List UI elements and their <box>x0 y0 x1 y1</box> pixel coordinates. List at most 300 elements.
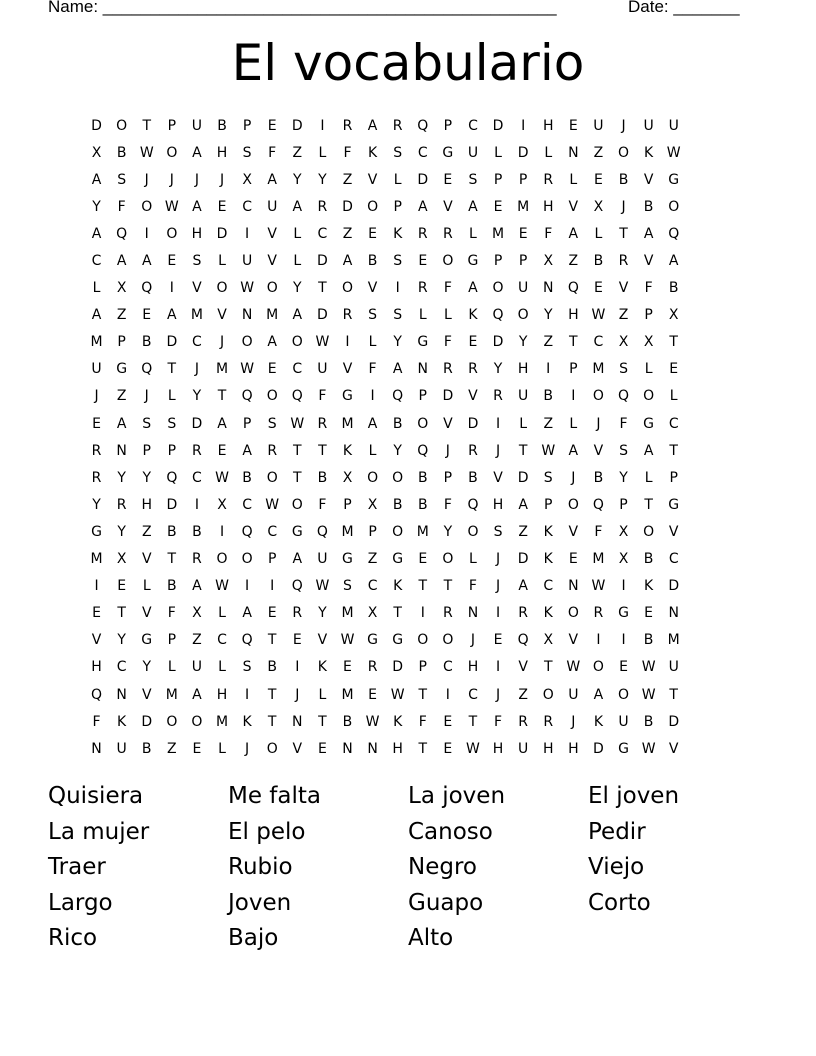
grid-letter: D <box>442 388 454 405</box>
grid-row <box>84 681 740 708</box>
grid-letter: E <box>443 713 453 730</box>
grid-letter: P <box>242 415 252 432</box>
grid-letter: J <box>295 686 300 703</box>
grid-letter: A <box>192 144 202 161</box>
grid-letter: O <box>417 632 429 649</box>
grid-letter: U <box>668 659 679 676</box>
grid-letter: D <box>166 496 178 513</box>
grid-letter: I <box>144 225 149 242</box>
grid-letter: K <box>393 578 403 595</box>
grid-letter: V <box>668 740 679 757</box>
grid-letter: V <box>141 686 152 703</box>
grid-letter: R <box>367 659 378 676</box>
grid-letter: I <box>420 605 425 622</box>
grid-letter: Y <box>443 523 453 540</box>
grid-letter: W <box>139 144 154 161</box>
grid-letter: H <box>91 659 102 676</box>
grid-letter: H <box>492 740 504 757</box>
grid-letter: W <box>641 659 656 676</box>
grid-letter: K <box>342 442 353 459</box>
grid-letter: T <box>293 442 302 459</box>
grid-letter: X <box>543 632 554 649</box>
grid-letter: Q <box>141 280 153 297</box>
grid-letter: X <box>593 198 604 215</box>
page-title: El vocabulario <box>231 34 585 92</box>
word-list-item: Corto <box>588 889 651 916</box>
grid-letter: L <box>519 415 528 432</box>
grid-letter: J <box>470 632 476 649</box>
grid-letter: P <box>242 117 252 134</box>
grid-letter: P <box>569 361 578 378</box>
grid-letter: K <box>393 225 403 242</box>
grid-letter: R <box>116 496 127 513</box>
grid-letter: N <box>568 144 579 161</box>
grid-letter: D <box>342 198 353 215</box>
grid-letter: L <box>293 225 302 242</box>
grid-letter: C <box>593 334 604 351</box>
grid-letter: O <box>643 523 655 540</box>
grid-letter: E <box>92 415 101 432</box>
grid-letter: P <box>167 632 177 649</box>
grid-letter: G <box>442 144 454 161</box>
word-list-item: Negro <box>408 854 477 880</box>
grid-letter: K <box>543 605 553 622</box>
grid-row <box>84 410 740 437</box>
grid-letter: Q <box>592 496 604 513</box>
grid-letter: I <box>219 523 225 540</box>
grid-letter: C <box>668 551 679 568</box>
grid-letter: G <box>668 171 680 188</box>
grid-letter: K <box>593 713 604 730</box>
grid-letter: L <box>569 171 578 188</box>
name-field-label: Name: ________________________________________________ <box>48 0 557 16</box>
grid-letter: B <box>342 713 353 730</box>
grid-letter: W <box>240 280 255 297</box>
grid-letter: G <box>392 551 404 568</box>
grid-letter: R <box>192 442 202 459</box>
grid-letter: Q <box>517 632 529 649</box>
grid-letter: E <box>117 578 127 595</box>
grid-letter: F <box>117 198 126 215</box>
grid-row <box>84 627 740 654</box>
grid-letter: Z <box>342 225 353 242</box>
word-list-item: Joven <box>228 889 292 916</box>
grid-letter: I <box>245 578 250 595</box>
grid-letter: E <box>669 361 679 378</box>
grid-letter: T <box>543 659 553 676</box>
grid-row <box>84 491 740 518</box>
grid-letter: D <box>517 144 529 161</box>
grid-letter: V <box>267 253 277 270</box>
grid-row <box>84 518 740 545</box>
grid-letter: A <box>643 225 654 242</box>
grid-letter: T <box>443 578 453 595</box>
grid-letter: F <box>644 280 653 297</box>
grid-letter: V <box>618 280 629 297</box>
grid-letter: V <box>568 523 579 540</box>
grid-row <box>84 708 740 735</box>
grid-letter: A <box>217 415 227 432</box>
grid-letter: F <box>443 334 452 351</box>
grid-letter: T <box>293 469 302 486</box>
grid-letter: D <box>517 469 529 486</box>
grid-letter: E <box>619 659 628 676</box>
grid-letter: A <box>91 171 102 188</box>
grid-letter: C <box>217 632 227 649</box>
grid-letter: V <box>518 659 528 676</box>
grid-letter: J <box>194 361 199 378</box>
grid-letter: N <box>241 307 253 324</box>
grid-letter: Y <box>142 659 152 676</box>
grid-letter: Y <box>117 523 126 540</box>
grid-letter: S <box>393 307 403 324</box>
grid-letter: P <box>493 253 503 270</box>
grid-letter: H <box>568 307 579 324</box>
grid-row <box>84 546 740 573</box>
grid-letter: N <box>668 605 679 622</box>
grid-letter: T <box>619 225 628 242</box>
grid-letter: A <box>167 307 177 324</box>
grid-letter: E <box>493 632 503 649</box>
word-list-item: Quisiera <box>48 783 144 809</box>
grid-letter: E <box>644 605 654 622</box>
grid-letter: G <box>618 605 629 622</box>
grid-letter: M <box>667 632 680 649</box>
grid-letter: M <box>341 605 354 622</box>
grid-letter: Q <box>417 442 429 459</box>
grid-letter: C <box>468 117 478 134</box>
grid-letter: J <box>495 442 501 459</box>
grid-letter: T <box>569 334 578 351</box>
grid-letter: K <box>468 307 478 324</box>
grid-letter: H <box>492 496 504 513</box>
grid-letter: J <box>219 171 225 188</box>
grid-letter: A <box>468 198 478 215</box>
grid-letter: M <box>215 713 229 730</box>
grid-letter: Q <box>618 388 630 405</box>
grid-letter: B <box>116 144 127 161</box>
grid-letter: X <box>217 496 227 513</box>
grid-letter: Q <box>567 280 579 297</box>
grid-letter: O <box>442 551 454 568</box>
grid-letter: T <box>418 578 428 595</box>
grid-letter: H <box>392 740 403 757</box>
grid-letter: R <box>618 253 629 270</box>
grid-letter: Y <box>393 442 402 459</box>
grid-letter: E <box>518 225 528 242</box>
grid-letter: T <box>518 442 528 459</box>
grid-letter: E <box>267 117 277 134</box>
grid-letter: I <box>245 686 250 703</box>
grid-letter: T <box>669 334 678 351</box>
grid-letter: W <box>390 686 405 703</box>
grid-letter: Y <box>543 307 553 324</box>
grid-letter: Y <box>142 469 152 486</box>
grid-letter: D <box>141 713 153 730</box>
grid-letter: X <box>242 171 252 188</box>
grid-letter: I <box>270 578 275 595</box>
grid-letter: H <box>542 198 554 215</box>
grid-letter: E <box>217 198 227 215</box>
grid-letter: X <box>668 307 679 324</box>
grid-row <box>84 220 740 247</box>
grid-letter: O <box>592 659 604 676</box>
grid-letter: L <box>167 388 176 405</box>
grid-letter: L <box>142 578 151 595</box>
grid-letter: A <box>568 442 579 459</box>
grid-letter: K <box>543 551 553 568</box>
grid-letter: B <box>392 415 403 432</box>
grid-letter: E <box>418 551 428 568</box>
grid-letter: I <box>495 605 501 622</box>
grid-letter: E <box>217 442 227 459</box>
grid-row <box>84 600 740 627</box>
grid-letter: Y <box>92 496 101 513</box>
grid-letter: I <box>169 280 174 297</box>
grid-letter: Q <box>291 578 303 595</box>
grid-letter: T <box>117 605 126 622</box>
grid-letter: S <box>242 659 252 676</box>
grid-letter: I <box>345 334 350 351</box>
grid-letter: N <box>342 740 353 757</box>
grid-letter: W <box>641 740 656 757</box>
grid-letter: R <box>417 280 428 297</box>
grid-letter: C <box>267 523 278 540</box>
grid-letter: U <box>518 280 529 297</box>
grid-letter: A <box>242 605 252 622</box>
grid-letter: E <box>593 280 603 297</box>
word-list-item: Alto <box>408 925 454 951</box>
grid-letter: G <box>467 253 479 270</box>
grid-letter: D <box>492 117 504 134</box>
grid-letter: O <box>291 334 303 351</box>
grid-letter: B <box>392 496 403 513</box>
grid-letter: B <box>192 523 202 540</box>
grid-letter: Y <box>318 605 327 622</box>
grid-letter: T <box>418 686 428 703</box>
grid-letter: T <box>318 280 327 297</box>
grid-letter: A <box>267 171 277 188</box>
grid-letter: R <box>442 225 453 242</box>
grid-letter: B <box>593 469 604 486</box>
grid-letter: I <box>370 388 375 405</box>
grid-letter: J <box>445 442 450 459</box>
grid-letter: I <box>521 117 526 134</box>
grid-letter: A <box>141 253 152 270</box>
grid-letter: F <box>418 713 427 730</box>
grid-letter: F <box>318 496 327 513</box>
grid-letter: Y <box>117 469 126 486</box>
grid-letter: E <box>568 551 578 568</box>
grid-letter: L <box>293 253 302 270</box>
grid-letter: V <box>292 740 303 757</box>
grid-letter: T <box>318 713 327 730</box>
grid-letter: V <box>568 198 579 215</box>
grid-letter: U <box>317 361 328 378</box>
grid-letter: Z <box>518 686 528 703</box>
grid-letter: D <box>492 334 504 351</box>
grid-letter: R <box>292 605 303 622</box>
grid-letter: D <box>668 578 680 595</box>
grid-row <box>84 329 740 356</box>
grid-letter: L <box>368 334 377 351</box>
grid-letter: A <box>668 253 679 270</box>
grid-letter: L <box>418 307 427 324</box>
grid-letter: W <box>365 713 380 730</box>
grid-letter: X <box>116 280 127 297</box>
word-list-item: Canoso <box>408 818 493 845</box>
grid-letter: O <box>392 523 404 540</box>
grid-letter: V <box>668 523 679 540</box>
grid-letter: V <box>443 198 453 215</box>
grid-letter: Z <box>543 415 554 432</box>
grid-letter: P <box>142 442 151 459</box>
grid-letter: F <box>468 578 477 595</box>
grid-letter: L <box>218 253 226 270</box>
grid-letter: U <box>643 117 654 134</box>
grid-letter: S <box>619 442 628 459</box>
grid-letter: E <box>92 605 101 622</box>
grid-letter: U <box>91 361 102 378</box>
grid-letter: T <box>267 686 277 703</box>
grid-letter: R <box>192 551 202 568</box>
grid-letter: C <box>292 361 303 378</box>
grid-letter: W <box>591 578 606 595</box>
grid-letter: T <box>393 605 402 622</box>
grid-letter: Q <box>668 225 680 242</box>
grid-letter: E <box>468 334 478 351</box>
grid-letter: R <box>267 442 278 459</box>
grid-letter: B <box>643 198 654 215</box>
grid-letter: P <box>167 117 177 134</box>
grid-letter: T <box>669 686 678 703</box>
word-list-item: La joven <box>408 783 506 809</box>
grid-letter: O <box>116 117 128 134</box>
grid-letter: B <box>468 469 478 486</box>
grid-letter: C <box>543 578 554 595</box>
grid-row <box>84 139 740 166</box>
grid-letter: E <box>192 740 202 757</box>
grid-letter: R <box>518 713 528 730</box>
grid-letter: U <box>241 253 253 270</box>
grid-letter: N <box>417 361 428 378</box>
word-list-item: Traer <box>48 854 106 880</box>
grid-letter: T <box>418 740 428 757</box>
grid-letter: K <box>367 144 378 161</box>
grid-letter: U <box>191 659 203 676</box>
grid-letter: F <box>544 225 553 242</box>
grid-letter: G <box>417 334 429 351</box>
grid-letter: T <box>669 442 678 459</box>
grid-letter: K <box>117 713 127 730</box>
grid-letter: U <box>568 686 579 703</box>
date-field-label: Date: _______ <box>628 0 740 16</box>
grid-letter: T <box>468 713 478 730</box>
grid-letter: O <box>266 280 278 297</box>
grid-letter: B <box>593 253 604 270</box>
grid-letter: O <box>442 632 454 649</box>
grid-letter: A <box>342 253 353 270</box>
grid-letter: O <box>266 469 278 486</box>
grid-letter: I <box>245 225 250 242</box>
grid-letter: I <box>546 361 551 378</box>
grid-letter: F <box>343 144 352 161</box>
grid-letter: J <box>571 713 576 730</box>
grid-letter: D <box>166 334 178 351</box>
grid-letter: H <box>542 740 554 757</box>
grid-letter: B <box>167 578 177 595</box>
grid-letter: A <box>367 415 378 432</box>
grid-letter: W <box>164 198 179 215</box>
grid-letter: P <box>418 388 427 405</box>
grid-letter: M <box>90 551 103 568</box>
grid-letter: M <box>190 307 203 324</box>
word-list-item: Bajo <box>228 925 279 951</box>
grid-letter: W <box>290 415 305 432</box>
grid-letter: T <box>318 442 327 459</box>
grid-letter: T <box>142 117 152 134</box>
grid-letter: K <box>317 659 327 676</box>
grid-letter: S <box>242 144 252 161</box>
grid-letter: U <box>267 198 278 215</box>
grid-letter: Y <box>192 388 202 405</box>
grid-letter: C <box>367 578 378 595</box>
grid-letter: J <box>94 388 99 405</box>
grid-letter: V <box>643 171 654 188</box>
grid-letter: H <box>568 740 579 757</box>
grid-letter: G <box>618 740 629 757</box>
grid-letter: R <box>342 117 353 134</box>
grid-letter: X <box>643 334 654 351</box>
grid-letter: E <box>418 253 428 270</box>
grid-letter: A <box>417 198 428 215</box>
grid-letter: O <box>367 469 379 486</box>
grid-letter: A <box>643 442 654 459</box>
grid-letter: W <box>240 361 255 378</box>
grid-letter: V <box>468 388 478 405</box>
grid-letter: O <box>417 415 429 432</box>
grid-letter: Q <box>116 225 128 242</box>
grid-letter: O <box>166 144 178 161</box>
grid-letter: E <box>267 605 277 622</box>
grid-letter: K <box>393 713 403 730</box>
word-list-item: Largo <box>48 889 113 916</box>
word-list-item: El joven <box>588 783 680 809</box>
grid-letter: Z <box>141 523 152 540</box>
grid-letter: Q <box>241 523 253 540</box>
grid-letter: N <box>367 740 378 757</box>
grid-letter: A <box>292 307 303 324</box>
grid-letter: W <box>591 307 606 324</box>
grid-letter: Q <box>291 388 303 405</box>
grid-letter: U <box>593 117 604 134</box>
grid-letter: T <box>217 388 227 405</box>
grid-letter: S <box>117 171 127 188</box>
grid-letter: O <box>216 551 228 568</box>
grid-letter: R <box>392 117 403 134</box>
grid-letter: R <box>468 442 478 459</box>
grid-letter: Q <box>91 686 103 703</box>
grid-letter: C <box>116 659 127 676</box>
grid-letter: P <box>669 469 678 486</box>
grid-letter: E <box>317 740 327 757</box>
grid-letter: X <box>618 551 629 568</box>
grid-letter: D <box>417 171 429 188</box>
grid-letter: O <box>668 198 680 215</box>
grid-letter: U <box>668 117 679 134</box>
grid-letter: L <box>569 415 578 432</box>
grid-letter: F <box>443 280 452 297</box>
